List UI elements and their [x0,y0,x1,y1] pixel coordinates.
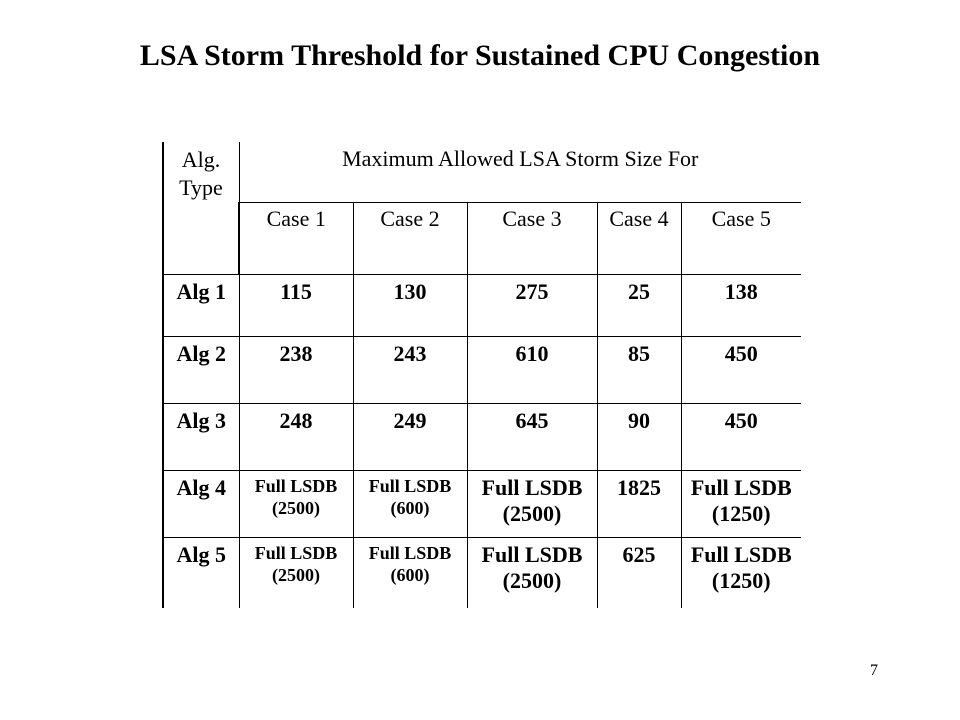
table-cell: 248 [239,403,353,470]
table-cell: 90 [597,403,681,470]
table-row [163,537,801,608]
table-cell: 645 [467,403,597,470]
table-row [163,336,801,403]
table-cell: 450 [681,403,801,470]
storm-threshold-table [162,142,801,608]
table-row [163,470,801,537]
table-cell: 243 [353,336,467,403]
row-label: Alg 5 [163,537,239,608]
table-cell: 249 [353,403,467,470]
case-header: Case 3 [467,202,597,274]
row-label: Alg 2 [163,336,239,403]
table-cell: 238 [239,336,353,403]
alg-type-header [163,142,239,274]
table-header-row [163,142,801,202]
table-cell [467,537,597,608]
cell-line: (2500) [502,500,562,526]
table-cell: 610 [467,336,597,403]
table-cell [681,470,801,537]
case-header: Case 5 [681,202,801,274]
case-header-row [163,202,801,274]
table-cell: 625 [597,537,681,608]
max-storm-size-header: Maximum Allowed LSA Storm Size For [239,142,801,202]
cell-line: Full LSDB [690,541,792,567]
table-cell: 115 [239,274,353,336]
table-cell: 1825 [597,470,681,537]
alg-header-line1: Alg. [181,147,221,172]
table-cell [239,537,353,608]
table-cell: 450 [681,336,801,403]
table-cell [239,470,353,537]
cell-line: (2500) [272,564,320,585]
table-cell [467,470,597,537]
table-cell: 130 [353,274,467,336]
cell-line: (2500) [502,567,562,593]
case-header: Case 4 [597,202,681,274]
row-label: Alg 4 [163,470,239,537]
cell-line: Full LSDB [481,474,583,500]
table-cell: 275 [467,274,597,336]
cell-line: (2500) [272,497,320,518]
table-cell [353,537,467,608]
table-cell: 85 [597,336,681,403]
cell-line: Full LSDB [690,474,792,500]
cell-line: Full LSDB [254,475,338,496]
case-header: Case 1 [239,202,353,274]
table-cell: 25 [597,274,681,336]
row-label: Alg 3 [163,403,239,470]
cell-line: (1250) [711,567,771,593]
table-cell [353,470,467,537]
table-row [163,403,801,470]
alg-header-line2: Type [179,175,223,200]
cell-line: Full LSDB [481,541,583,567]
page-number: 7 [870,662,878,679]
table-cell: 138 [681,274,801,336]
cell-line: (1250) [711,500,771,526]
cell-line: Full LSDB [254,542,338,563]
table-cell [681,537,801,608]
case-header: Case 2 [353,202,467,274]
cell-line: (600) [390,564,430,585]
cell-line: Full LSDB [368,475,452,496]
slide-title: LSA Storm Threshold for Sustained CPU Congestion [139,39,821,72]
cell-line: Full LSDB [368,542,452,563]
row-label: Alg 1 [163,274,239,336]
table-row [163,274,801,336]
cell-line: (600) [390,497,430,518]
